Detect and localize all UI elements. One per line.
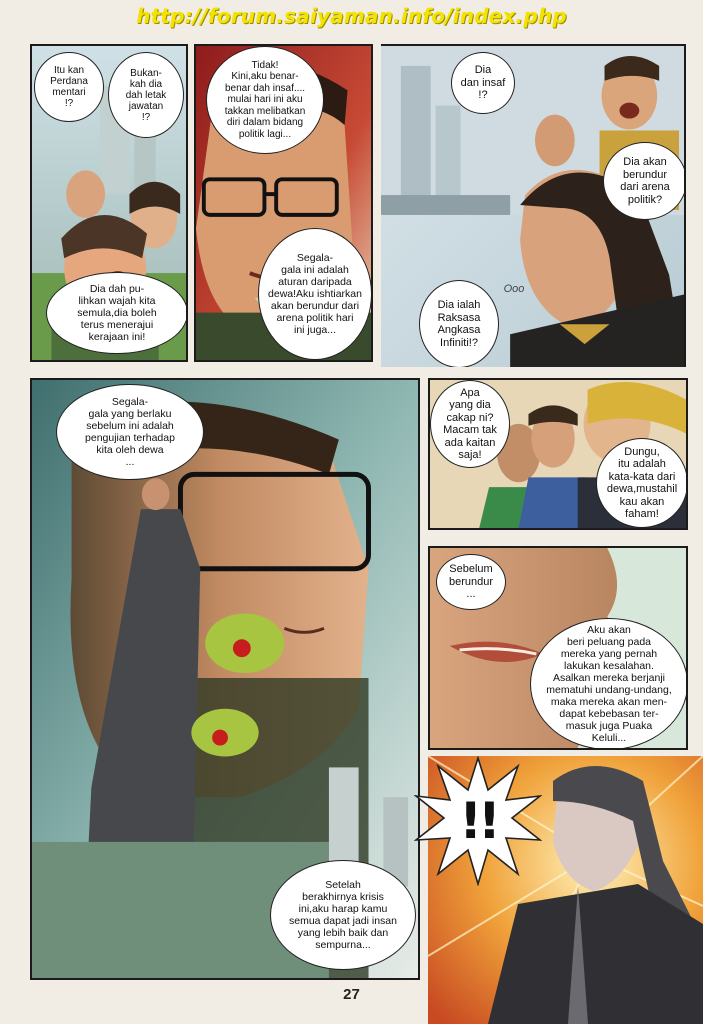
speech-bubble: Segala- gala yang berlaku sebelum ini adalah pengujian terhadap kita oleh dewa ... xyxy=(56,384,204,480)
watermark-url: http://forum.saiyaman.info/index.php xyxy=(136,4,567,28)
speech-bubble: Segala- gala ini adalah aturan daripada dewa!Aku ishtiarkan akan berundur dari arena politik hari ini juga... xyxy=(258,228,372,360)
panel-long-hair-man xyxy=(381,44,686,367)
panel-profile-minister xyxy=(30,378,420,980)
speech-bubble: Sebelum berundur ... xyxy=(436,554,506,610)
speech-bubble: Dia dan insaf !? xyxy=(451,52,515,114)
panel-mouth-closeup xyxy=(428,546,688,750)
speech-bubble: Dungu, itu adalah kata-kata dari dewa,mustahil kau akan faham! xyxy=(596,438,688,528)
speech-bubble: Setelah berakhirnya krisis ini,aku harap kamu semua dapat jadi insan yang lebih baik dan sempurna... xyxy=(270,860,416,970)
panel-glasses-man xyxy=(194,44,373,362)
speech-bubble: Tidak! Kini,aku benar- benar dah insaf.... mulai hari ini aku takkan melibatkan diri dalam bidang politik lagi... xyxy=(206,46,324,154)
speech-bubble: Aku akan beri peluang pada mereka yang pernah lakukan kesalahan. Asalkan mereka berjanji mematuhi undang-undang, maka mereka akan men- dapat kebebasan ter- masuk juga Puaka Keluli... xyxy=(530,618,688,750)
speech-bubble: Dia ialah Raksasa Angkasa Infiniti!? xyxy=(419,280,499,367)
panel-crowd xyxy=(30,44,188,362)
speech-bubble: Bukan- kah dia dah letak jawatan !? xyxy=(108,52,184,138)
murmur-sfx-text: Ooo xyxy=(503,283,525,295)
shock-sfx-text: !! xyxy=(459,792,497,850)
speech-bubble: Apa yang dia cakap ni? Macam tak ada kaitan saja! xyxy=(430,380,510,468)
page-number: 27 xyxy=(343,986,360,1003)
panel-two-characters xyxy=(428,378,688,530)
speech-bubble: Dia dah pu- lihkan wajah kita semula,dia boleh terus menerajui kerajaan ini! xyxy=(46,272,188,354)
shock-burst xyxy=(414,756,542,886)
murmur-sfx xyxy=(499,280,529,298)
speech-bubble: Dia akan berundur dari arena politik? xyxy=(603,142,686,220)
speech-bubble: Itu kan Perdana mentari !? xyxy=(34,52,104,122)
